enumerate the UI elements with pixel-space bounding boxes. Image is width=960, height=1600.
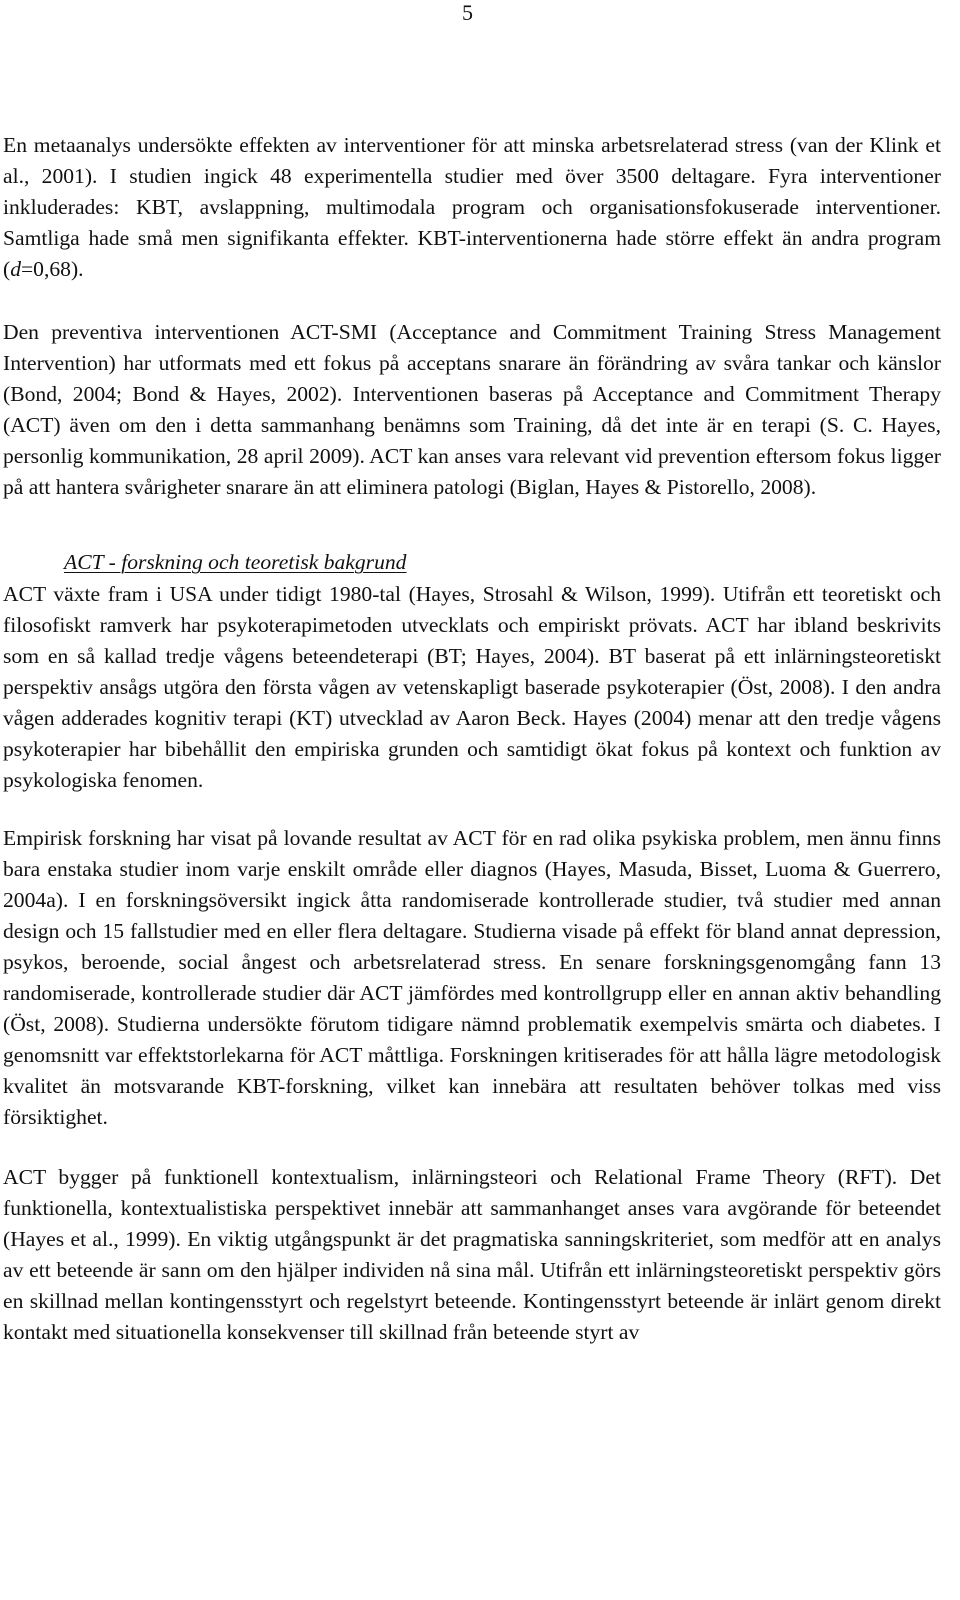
paragraph-text: En metaanalys undersökte effekten av interventioner för att minska arbetsrelaterad stress (van der Klink et al., 2001). I studien ingick 48 experimentella studier med över 3500 deltagare. Fyra interventioner inkluderades: KBT, avslappning, multimodala program och organisationsfokuserade interventioner. Samtliga hade små men signifikanta effekter. KBT-interventionerna hade större effekt än andra program ( [3,133,941,281]
paragraph-act-smi: Den preventiva interventionen ACT-SMI (Acceptance and Commitment Training Stress Management Intervention) har utformats med ett fokus på acceptans snarare än förändring av svåra tankar och känslor (Bond, 2004; Bond & Hayes, 2002). Interventionen baseras på Acceptance and Commitment Therapy (ACT) även om den i detta sammanhang benämns som Training, då det inte är en terapi (S. C. Hayes, personlig kommunikation, 28 april 2009). ACT kan anses vara relevant vid prevention eftersom fokus ligger på att hantera svårigheter snarare än att eliminera patologi (Biglan, Hayes & Pistorello, 2008). [3,320,941,499]
paragraph-empirical-research: Empirisk forskning har visat på lovande resultat av ACT för en rad olika psykiska problem, men ännu finns bara enstaka studier inom varje enskilt område eller diagnos (Hayes, Masuda, Bisset, Luoma & Guerrero, 2004a). I en forskningsöversikt ingick åtta randomiserade kontrollerade studier, två studier med annan design och 15 fallstudier med en eller flera deltagare. Studierna visade på effekt för bland annat depression, psykos, beroende, social ångest och arbetsrelaterad stress. En senare forskningsgenomgång fann 13 randomiserade, kontrollerade studier där ACT jämfördes med kontrollgrupp eller en annan aktiv behandling (Öst, 2008). Studierna undersökte förutom tidigare nämnd problematik exempelvis smärta och diabetes. I genomsnitt var effektstorlekarna för ACT måttliga. Forskningen kritiserades för att hålla lägre metodologisk kvalitet än motsvarande KBT-forskning, vilket kan innebära att resultaten behöver tolkas med viss försiktighet. [3,826,941,1129]
section-heading: ACT - forskning och teoretisk bakgrund [64,550,407,574]
paragraph-act-theory: ACT bygger på funktionell kontextualism, inlärningsteori och Relational Frame Theory (RFT). Det funktionella, kontextualistiska perspektivet innebär att sammanhanget anses vara avgörande för beteendet (Hayes et al., 1999). En viktig utgångspunkt är det pragmatiska sanningskriteriet, som medför att en analys av ett beteende är sann om den hjälper individen nå sina mål. Utifrån ett inlärningsteoretiskt perspektiv görs en skillnad mellan kontingensstyrt och regelstyrt beteende. Kontingensstyrt beteende är inlärt genom direkt kontakt med situationella konsekvenser till skillnad från beteende styrt av [3,1165,941,1344]
paragraph-act-history: ACT växte fram i USA under tidigt 1980-tal (Hayes, Strosahl & Wilson, 1999). Utifrån ett teoretiskt och filosofiskt ramverk har psykoterapimetoden utvecklats och empiriskt prövats. ACT har ibland beskrivits som en så kallad tredje vågens beteendeterapi (BT; Hayes, 2004). BT baserat på ett inlärningsteoretiskt perspektiv ansågs utgöra den första vågen av vetenskapligt baserade psykoterapier (Öst, 2008). I den andra vågen adderades kognitiv terapi (KT) utvecklad av Aaron Beck. Hayes (2004) menar att den tredje vågens psykoterapier har bibehållit den empiriska grunden och samtidigt ökat fokus på kontext och funktion av psykologiska fenomen. [3,582,941,792]
paragraph-text: =0,68). [21,257,84,281]
paragraph-metaanalys [3,130,941,285]
page-number: 5 [462,0,473,25]
effect-size-symbol: d [10,257,21,281]
document-body [3,130,941,1348]
